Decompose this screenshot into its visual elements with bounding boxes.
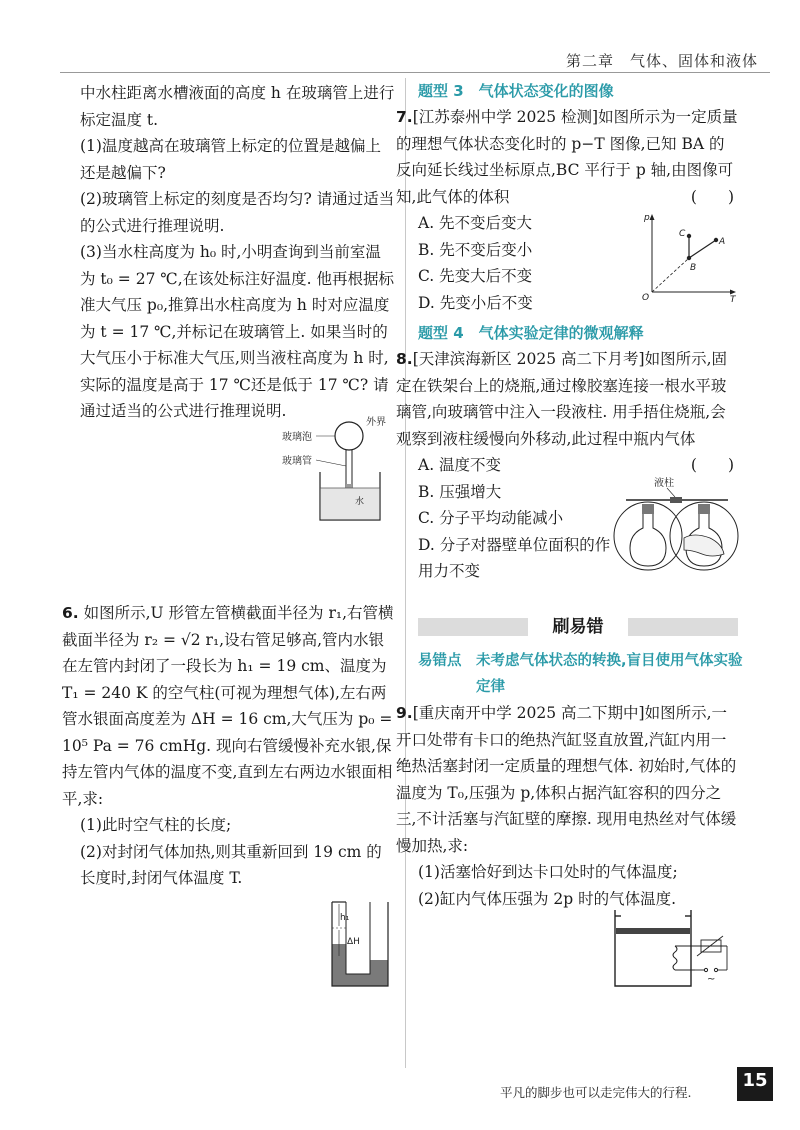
hand [684, 535, 724, 556]
label-a: A [719, 237, 726, 247]
figure-pt-graph [640, 212, 740, 304]
q7-text: [江苏泰州中学 2025 检测]如图所示为一定质量的理想气体状态变化时的 p−T 图像,已知 BA 的反向延长线过坐标原点,BC 平行于 p 轴,由图像可知,此气体的体积 [396, 108, 738, 206]
ba-extension [652, 258, 689, 292]
cylinder-wall [615, 910, 691, 986]
stopper-right [698, 504, 710, 514]
page-number: 15 [742, 1070, 768, 1091]
q8-option-c: C. 分子平均动能减小 [418, 509, 564, 527]
label-delta-h: ΔH [347, 937, 360, 947]
q8-answer-blank: ( ) [690, 456, 734, 474]
header-rule [60, 72, 770, 73]
liquid-column [670, 497, 682, 503]
q5-part1: (1)温度越高在玻璃管上标定的位置是越偏上还是越偏下? [80, 137, 381, 182]
error-point-title [418, 648, 748, 700]
heating-wire [673, 946, 677, 970]
q9-number: 9. [396, 704, 413, 722]
piston [616, 928, 690, 934]
footer-motto: 平凡的脚步也可以走完伟大的行程. [500, 1085, 692, 1100]
stopper-left [642, 504, 654, 514]
left-column-top [80, 80, 395, 425]
column-divider [405, 78, 406, 1068]
figure-glass-bulb-thermometer [280, 416, 390, 524]
q7-number: 7. [396, 108, 413, 126]
label-bulb: 玻璃泡 [282, 432, 312, 443]
q9-part2: (2)缸内气体压强为 2p 时的气体温度. [418, 889, 677, 908]
chapter-title: 第二章 气体、固体和液体 [565, 52, 758, 70]
q6-part2: (2)对封闭气体加热,则其重新回到 19 cm 的长度时,封闭气体温度 T. [80, 842, 382, 887]
label-water: 水 [355, 497, 365, 507]
page-header [0, 0, 800, 74]
mercury-right [370, 960, 388, 986]
q7-option-a: A. 先不变后变大 [418, 214, 533, 232]
figure-u-tube [330, 900, 390, 988]
q6-part1: (1)此时空气柱的长度; [80, 816, 232, 834]
q5-part2: (2)玻璃管上标定的刻度是否均匀? 请通过适当的公式进行推理说明. [80, 190, 395, 235]
label-outside: 外界 [366, 417, 386, 428]
q8-option-a: A. 温度不变 [418, 456, 502, 474]
q7-option-b: B. 先不变后变小 [418, 240, 533, 259]
terminal-right [714, 968, 717, 971]
flask-body-left [630, 514, 666, 566]
error-point-text: 未考虑气体状态的转换,盲目使用气体实验定律 [476, 653, 743, 695]
segment-ba [689, 240, 716, 258]
banner-label: 刷易错 [528, 615, 628, 639]
point-a [714, 238, 718, 242]
q6-number: 6. [62, 604, 79, 622]
question-9 [396, 700, 738, 912]
q7-option-d: D. 先变小后不变 [418, 293, 533, 312]
terminal-left [704, 968, 707, 971]
glass-bulb [335, 422, 363, 450]
q8-number: 8. [396, 350, 413, 368]
label-p: p [644, 213, 650, 223]
q7-answer-blank: ( ) [690, 187, 734, 206]
q5-part3: (3)当水柱高度为 h₀ 时,小明查询到当前室温为 t₀ = 27 ℃,在该处标注好温度. 他再根据标准大气压 p₀,推算出水柱高度为 h 时对应温度为 t = 17 ℃,并标记在玻璃管上. 如果当时的大气压小于标准大气压,则当液柱高度为 h 时,实际的温度是高于 17 ℃还是低于 17 ℃? 请通过适当的公式进行推理说明. [80, 243, 394, 420]
label-tube: 玻璃管 [282, 456, 312, 467]
q8-option-b: B. 压强增大 [418, 482, 502, 501]
q5-intro: 中水柱距离水槽液面的高度 h 在玻璃管上进行标定温度 t. [80, 84, 395, 129]
q9-text: [重庆南开中学 2025 高二下期中]如图所示,一开口处带有卡口的绝热汽缸竖直放置,汽缸内用一绝热活塞封闭一定质量的理想气体. 初始时,气体的温度为 T₀,压强为 p,体积占据汽缸容积的四分之三,不计活塞与汽缸壁的摩擦. 现用电热丝对气体缓慢加热,求: [396, 704, 737, 855]
figure-flask-liquid-column [612, 474, 740, 582]
error-prone-banner [418, 615, 738, 639]
q9-part1: (1)活塞恰好到达卡口处时的气体温度; [418, 863, 678, 881]
q7-option-c: C. 先变大后不变 [418, 267, 533, 285]
label-c: C [679, 229, 686, 239]
label-o: O [642, 293, 650, 303]
point-c [687, 234, 691, 238]
figure-cylinder-heater [605, 906, 745, 992]
label-b: B [690, 263, 697, 273]
q8-text: [天津滨海新区 2025 高二下月考]如图所示,固定在铁架台上的烧瓶,通过橡胶塞连接一根水平玻璃管,向玻璃管中注入一段液柱. 用手捂住烧瓶,会观察到液柱缓慢向外移动,此过程中瓶内气体 [396, 350, 728, 448]
ac-source-symbol: ~ [707, 974, 716, 985]
section-type-4: 题型 4 气体实验定律的微观解释 [418, 324, 644, 342]
label-liquid-column: 液柱 [654, 478, 674, 489]
q8-option-d: D. 分子对器壁单位面积的作用力不变 [418, 535, 611, 580]
section-type-3: 题型 3 气体状态变化的图像 [418, 82, 614, 100]
point-b [687, 256, 691, 260]
label-t: T [730, 295, 736, 304]
error-point-label: 易错点 [418, 653, 462, 669]
label-h1: h₁ [340, 913, 350, 923]
q6-text: 如图所示,U 形管左管横截面半径为 r₁,右管横截面半径为 r₂ = √2 r₁,设右管足够高,管内水银在左管内封闭了一段长为 h₁ = 19 cm、温度为 T₁ = 240 K 的空气柱(可视为理想气体),左右两管水银面高度差为 ΔH = 16 cm,大气压为 p₀ = 10⁵ Pa = 76 cmHg. 现向右管缓慢补充水银,保持左管内气体的温度不变,直到左右两边水银面相平,求: [62, 604, 394, 808]
trough-water [321, 488, 380, 519]
question-6 [62, 600, 395, 892]
